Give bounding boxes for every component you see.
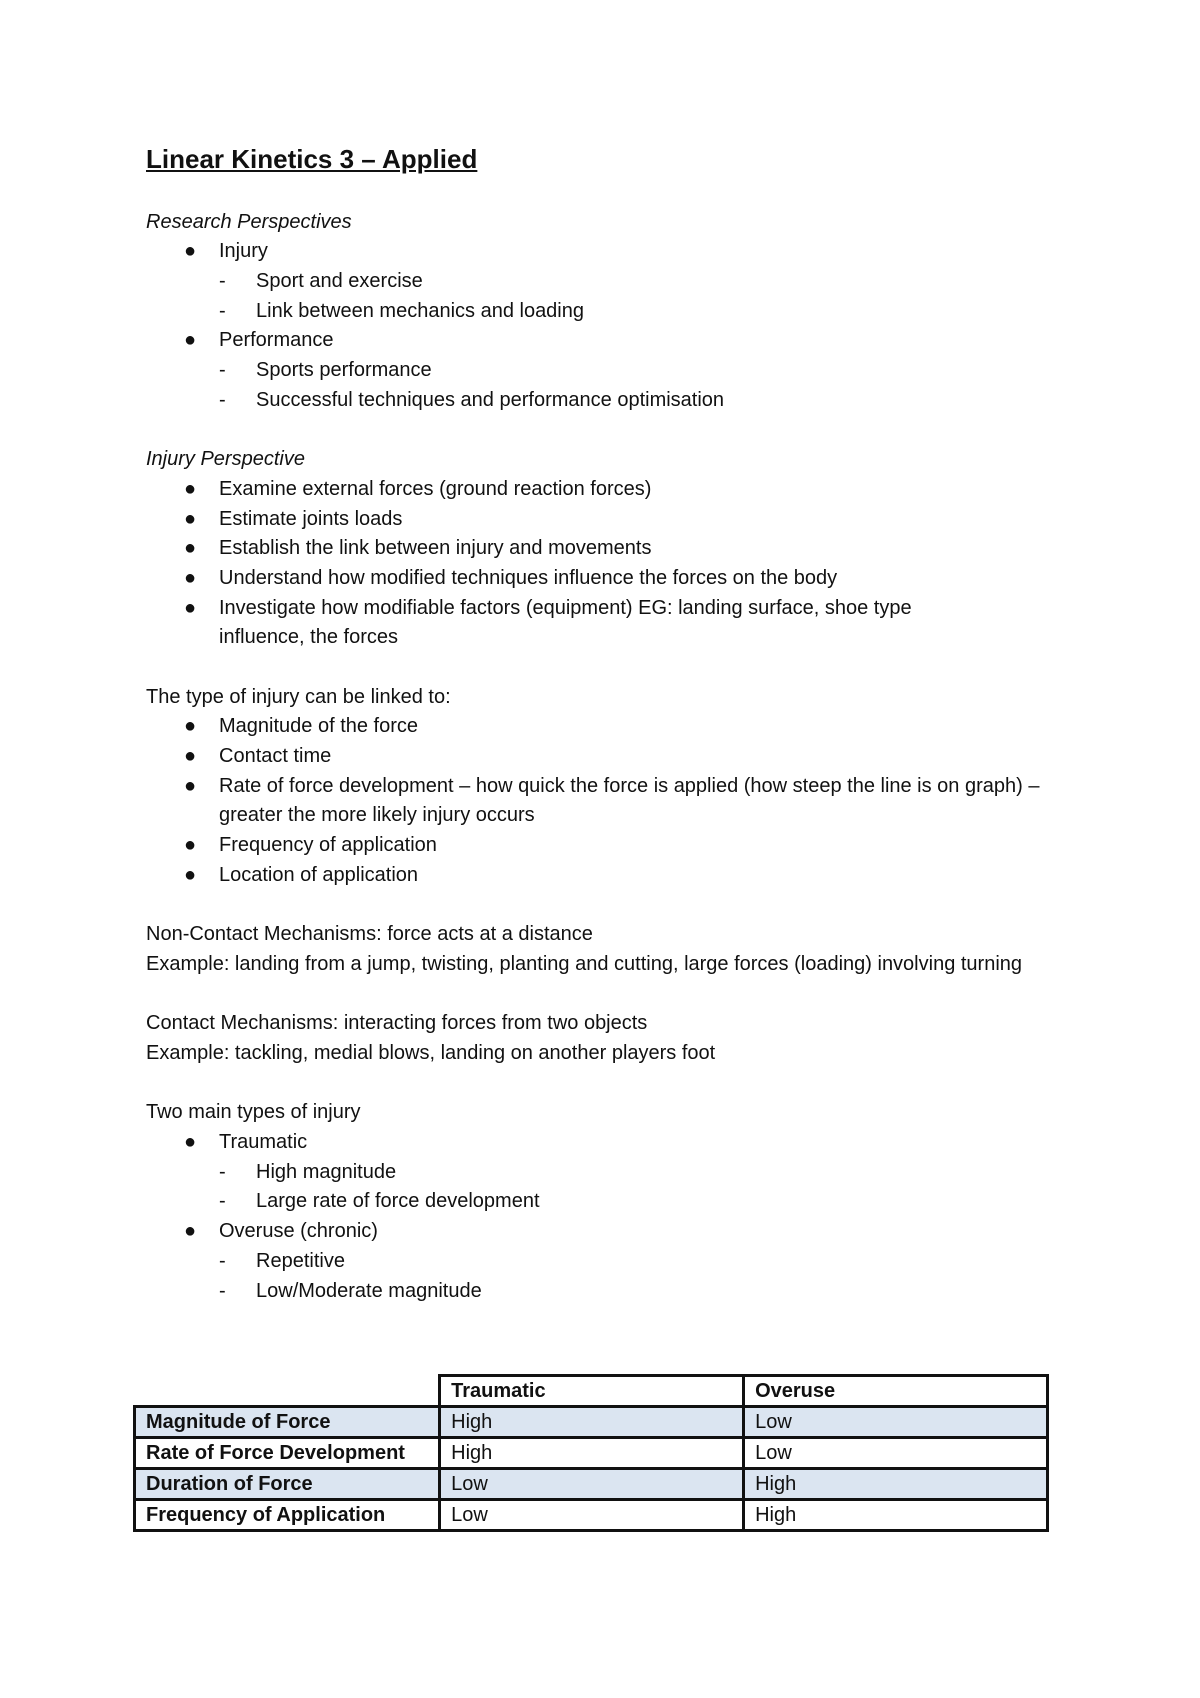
bullet-icon: ● bbox=[184, 834, 197, 857]
sub-list-item: - Large rate of force development bbox=[219, 1190, 540, 1213]
bullet-icon: ● bbox=[184, 745, 197, 768]
table-row-header: Magnitude of Force bbox=[135, 1407, 440, 1438]
list-item: ● Understand how modified techniques influence the forces on the body bbox=[146, 564, 1066, 594]
bullet-icon: ● bbox=[184, 240, 197, 263]
list-item: ● Investigate how modifiable factors (equipment) EG: landing surface, shoe type influence, the forces bbox=[146, 594, 999, 653]
table-row bbox=[135, 1407, 1048, 1438]
table-row bbox=[135, 1469, 1048, 1500]
list-item: ● Magnitude of the force bbox=[146, 712, 1066, 742]
table-row-header: Frequency of Application bbox=[135, 1500, 440, 1531]
contact-example: Example: tackling, medial blows, landing on another players foot bbox=[146, 1042, 716, 1065]
list-item: ● Establish the link between injury and movements bbox=[146, 534, 1066, 564]
bullet-icon: ● bbox=[184, 863, 197, 886]
list-item: ● Examine external forces (ground reaction forces) bbox=[146, 475, 1066, 505]
non-contact-example: Example: landing from a jump, twisting, planting and cutting, large forces (loading) involving turning bbox=[146, 952, 1023, 975]
table-cell: Low bbox=[744, 1407, 1048, 1438]
contact-definition: Contact Mechanisms: interacting forces from two objects bbox=[146, 1012, 648, 1035]
non-contact-definition: Non-Contact Mechanisms: force acts at a distance bbox=[146, 923, 593, 946]
table-cell: Low bbox=[440, 1469, 744, 1500]
table-row-header: Duration of Force bbox=[135, 1469, 440, 1500]
sub-list-item: - Sports performance bbox=[219, 359, 432, 382]
table-row bbox=[135, 1500, 1048, 1531]
page-title: Linear Kinetics 3 – Applied bbox=[146, 144, 478, 174]
sub-list-item: - Low/Moderate magnitude bbox=[219, 1279, 482, 1302]
injury-perspective-heading: Injury Perspective bbox=[146, 448, 305, 471]
bullet-icon: ● bbox=[184, 1131, 197, 1154]
bullet-icon: ● bbox=[184, 715, 197, 738]
bullet-icon: ● bbox=[184, 1220, 197, 1243]
sub-list-item: - Sport and exercise bbox=[219, 270, 423, 293]
table-row-header: Rate of Force Development bbox=[135, 1438, 440, 1469]
research-heading: Research Perspectives bbox=[146, 210, 352, 233]
list-item: ● Frequency of application bbox=[146, 831, 1066, 861]
table-cell: High bbox=[440, 1407, 744, 1438]
table-header-row bbox=[135, 1376, 1048, 1407]
bullet-icon: ● bbox=[184, 596, 197, 619]
list-item: ● Location of application bbox=[146, 861, 1066, 891]
table-header-cell: Overuse bbox=[744, 1376, 1048, 1407]
table-header-cell bbox=[135, 1376, 440, 1407]
comparison-table bbox=[133, 1374, 1049, 1532]
linked-intro: The type of injury can be linked to: bbox=[146, 685, 451, 708]
bullet-icon: ● bbox=[184, 774, 197, 797]
table-cell: Low bbox=[440, 1500, 744, 1531]
table-row bbox=[135, 1438, 1048, 1469]
sub-list-item: - Successful techniques and performance optimisation bbox=[219, 388, 725, 411]
sub-list-item: - High magnitude bbox=[219, 1160, 397, 1183]
table-cell: High bbox=[744, 1469, 1048, 1500]
list-item: ● Performance bbox=[146, 326, 1066, 356]
bullet-icon: ● bbox=[184, 477, 197, 500]
bullet-icon: ● bbox=[184, 329, 197, 352]
bullet-icon: ● bbox=[184, 566, 197, 589]
table-cell: High bbox=[440, 1438, 744, 1469]
list-item: ● Injury bbox=[146, 237, 1066, 267]
types-intro: Two main types of injury bbox=[146, 1101, 361, 1124]
table-header-cell: Traumatic bbox=[440, 1376, 744, 1407]
bullet-icon: ● bbox=[184, 507, 197, 530]
bullet-icon: ● bbox=[184, 537, 197, 560]
list-item: ● Contact time bbox=[146, 742, 1066, 772]
list-item: ● Traumatic bbox=[146, 1128, 1066, 1158]
list-item: ● Estimate joints loads bbox=[146, 505, 1066, 535]
list-item: ● Rate of force development – how quick the force is applied (how steep the line is on graph) – greater the more likely injury occurs bbox=[146, 772, 1067, 831]
sub-list-item: - Repetitive bbox=[219, 1249, 345, 1272]
list-item: ● Overuse (chronic) bbox=[146, 1217, 1066, 1247]
sub-list-item: - Link between mechanics and loading bbox=[219, 299, 584, 322]
document-page bbox=[146, 140, 1066, 1306]
table-cell: Low bbox=[744, 1438, 1048, 1469]
table-cell: High bbox=[744, 1500, 1048, 1531]
